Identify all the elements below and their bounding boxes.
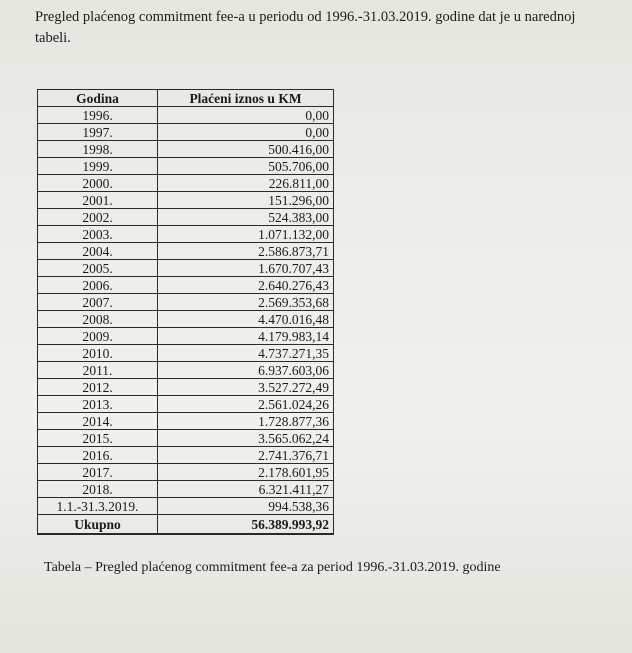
- amount-cell: 151.296,00: [158, 192, 334, 209]
- year-cell: 2004.: [38, 243, 158, 260]
- table-row: [38, 141, 334, 158]
- year-cell: 1.1.-31.3.2019.: [38, 498, 158, 515]
- table-row: [38, 379, 334, 396]
- amount-cell: 2.561.024,26: [158, 396, 334, 413]
- year-cell: 2018.: [38, 481, 158, 498]
- table-row: [38, 498, 334, 515]
- amount-cell: 2.640.276,43: [158, 277, 334, 294]
- year-cell: 2003.: [38, 226, 158, 243]
- amount-cell: 500.416,00: [158, 141, 334, 158]
- year-cell: 2014.: [38, 413, 158, 430]
- year-cell: 2000.: [38, 175, 158, 192]
- table-row: [38, 362, 334, 379]
- year-cell: 2016.: [38, 447, 158, 464]
- year-cell: 2013.: [38, 396, 158, 413]
- table-row: [38, 209, 334, 226]
- year-cell: 2006.: [38, 277, 158, 294]
- table-row: [38, 158, 334, 175]
- amount-cell: 4.737.271,35: [158, 345, 334, 362]
- amount-cell: 4.179.983,14: [158, 328, 334, 345]
- amount-cell: 1.071.132,00: [158, 226, 334, 243]
- table-caption: Tabela – Pregled plaćenog commitment fee-a za period 1996.-31.03.2019. godine: [44, 560, 501, 575]
- table-row: [38, 260, 334, 277]
- year-cell: 2012.: [38, 379, 158, 396]
- year-cell: 1998.: [38, 141, 158, 158]
- year-cell: 2017.: [38, 464, 158, 481]
- intro-paragraph: Pregled plaćenog commitment fee-a u periodu od 1996.-31.03.2019. godine dat je u narednoj tabeli.: [35, 9, 576, 46]
- table-row: [38, 192, 334, 209]
- year-cell: 1997.: [38, 124, 158, 141]
- year-cell: 2009.: [38, 328, 158, 345]
- table-header-row: [38, 90, 334, 107]
- year-cell: 2008.: [38, 311, 158, 328]
- amount-cell: 4.470.016,48: [158, 311, 334, 328]
- table-row: [38, 481, 334, 498]
- amount-cell: 0,00: [158, 124, 334, 141]
- year-cell: 1999.: [38, 158, 158, 175]
- amount-cell: 994.538,36: [158, 498, 334, 515]
- table-row: [38, 447, 334, 464]
- table-row: [38, 413, 334, 430]
- year-cell: 2011.: [38, 362, 158, 379]
- amount-cell: 2.741.376,71: [158, 447, 334, 464]
- year-cell: 2010.: [38, 345, 158, 362]
- commitment-fee-table: [37, 89, 334, 535]
- year-cell: 1996.: [38, 107, 158, 124]
- table-row: [38, 175, 334, 192]
- header-year: Godina: [38, 90, 158, 107]
- table-row: [38, 430, 334, 447]
- amount-cell: 6.937.603,06: [158, 362, 334, 379]
- table-row: [38, 277, 334, 294]
- total-label: Ukupno: [38, 515, 158, 535]
- amount-cell: 6.321.411,27: [158, 481, 334, 498]
- total-row: [38, 515, 334, 535]
- amount-cell: 2.586.873,71: [158, 243, 334, 260]
- amount-cell: 3.565.062,24: [158, 430, 334, 447]
- year-cell: 2002.: [38, 209, 158, 226]
- table-row: [38, 328, 334, 345]
- amount-cell: 524.383,00: [158, 209, 334, 226]
- amount-cell: 1.728.877,36: [158, 413, 334, 430]
- amount-cell: 505.706,00: [158, 158, 334, 175]
- table-row: [38, 107, 334, 124]
- year-cell: 2007.: [38, 294, 158, 311]
- table-row: [38, 345, 334, 362]
- table-row: [38, 311, 334, 328]
- table-row: [38, 294, 334, 311]
- amount-cell: 226.811,00: [158, 175, 334, 192]
- amount-cell: 1.670.707,43: [158, 260, 334, 277]
- table-row: [38, 226, 334, 243]
- table-row: [38, 243, 334, 260]
- amount-cell: 0,00: [158, 107, 334, 124]
- table-row: [38, 124, 334, 141]
- table-body: [38, 107, 334, 515]
- amount-cell: 2.569.353,68: [158, 294, 334, 311]
- table-row: [38, 464, 334, 481]
- amount-cell: 2.178.601,95: [158, 464, 334, 481]
- year-cell: 2001.: [38, 192, 158, 209]
- total-amount: 56.389.993,92: [158, 515, 334, 535]
- header-amount: Plaćeni iznos u KM: [158, 90, 334, 107]
- table-row: [38, 396, 334, 413]
- year-cell: 2005.: [38, 260, 158, 277]
- year-cell: 2015.: [38, 430, 158, 447]
- amount-cell: 3.527.272,49: [158, 379, 334, 396]
